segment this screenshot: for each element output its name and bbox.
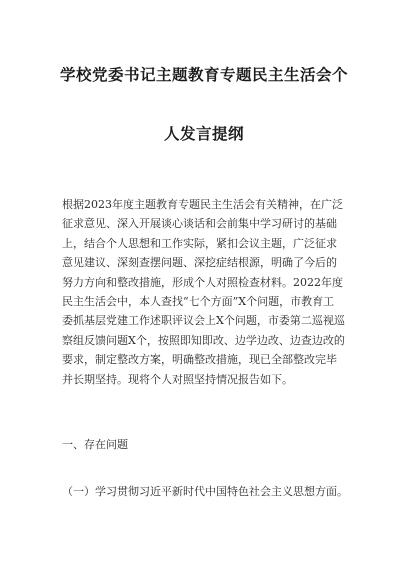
section-heading: 一、存在问题 xyxy=(62,438,128,451)
body-paragraph xyxy=(62,195,354,389)
document-title-line-1: 学校党委书记主题教育专题民主生活会个 xyxy=(59,66,348,84)
body-line: 上，结合个人思想和工作实际，紧扣会议主题，广泛征求 xyxy=(62,236,337,250)
body-line: 努力方向和整改措施，形成个人对照检查材料。2022年度 xyxy=(62,275,343,289)
body-line: 并长期坚持。现将个人对照坚持情况报告如下。 xyxy=(62,372,293,386)
subsection-heading: （一）学习贯彻习近平新时代中国特色社会主义思想方面。 xyxy=(62,485,348,498)
body-line: 委抓基层党建工作述职评议会上X个问题，市委第二巡视巡 xyxy=(62,314,345,328)
body-line: 征求意见、深入开展谈心谈话和会前集中学习研讨的基础 xyxy=(62,217,337,231)
body-line: 要求，制定整改方案，明确整改措施，现已全部整改完毕 xyxy=(62,353,337,367)
body-line: 意见建议、深刻查摆问题、深挖症结根源，明确了今后的 xyxy=(62,256,337,270)
body-line: 民主生活会中，本人查找“七个方面”X个问题，市教育工 xyxy=(62,294,335,308)
body-line: 察组反馈问题X个，按照即知即改、边学边改、边查边改的 xyxy=(62,333,345,347)
body-line: 根据2023年度主题教育专题民主生活会有关精神，在广泛 xyxy=(62,198,343,211)
document-title-line-2: 人发言提纲 xyxy=(163,125,244,143)
